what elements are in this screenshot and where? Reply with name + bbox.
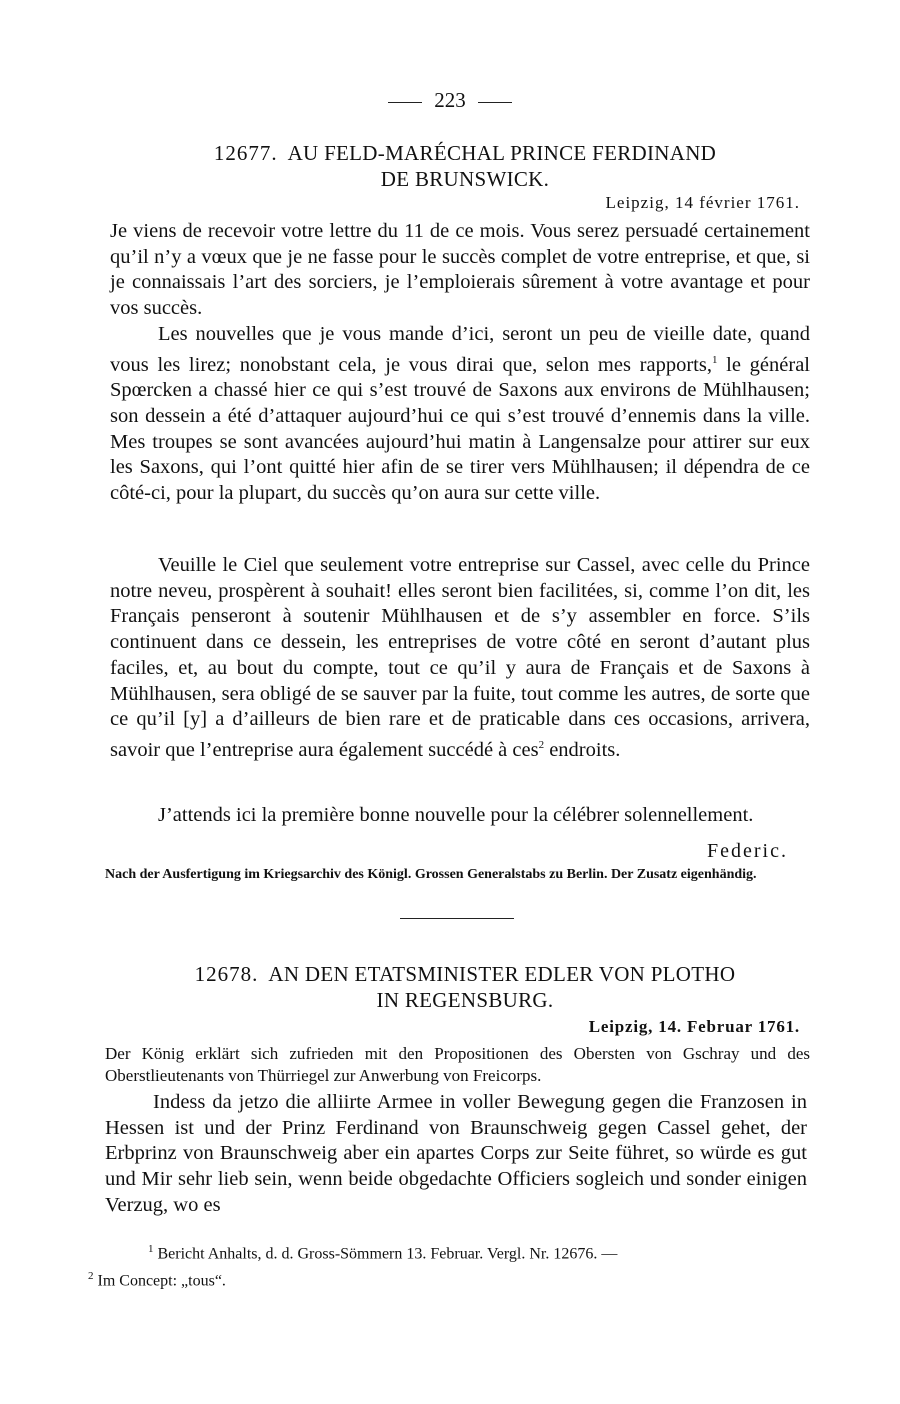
letter2-dateline: Leipzig, 14. Februar 1761.: [588, 1017, 800, 1036]
dash-right: [478, 102, 512, 103]
footnote-2-marker: 2: [88, 1270, 94, 1283]
footnotes: [88, 1238, 808, 1293]
letter1-paragraph-2: [110, 322, 810, 507]
letter1-signature: Federic.: [707, 840, 788, 862]
footnote-1-text: Bericht Anhalts, d. d. Gross-Sömmern 13. Februar. Vergl. Nr. 12676. —: [153, 1245, 618, 1263]
dash-left: [388, 102, 422, 103]
section-divider: [400, 918, 514, 919]
letter1-paragraph-4: J’attends ici la première bonne nouvelle pour la célébrer solennellement.: [158, 804, 754, 826]
letter1-number: 12677.: [213, 141, 278, 165]
letter2-title-line2: IN REGENSBURG.: [376, 988, 554, 1012]
letter1-para3-text-b: endroits.: [544, 738, 621, 761]
letter2-title-text: AN DEN ETATSMINISTER EDLER VON PLOTHO: [268, 962, 736, 986]
letter1-title-line2: DE BRUNSWICK.: [380, 167, 550, 191]
footnote-2: [88, 1265, 808, 1292]
letter2-number: 12678.: [194, 962, 259, 986]
letter1-paragraph-3: [110, 553, 810, 763]
letter2-summary: Der König erklärt sich zufrieden mit den Propositionen des Obersten von Gschray und des Oberstlieutenants von Thürriegel zur Anwerbung von Freicorps.: [105, 1044, 810, 1085]
letter1-heading: [110, 140, 820, 192]
footnote-1: [148, 1238, 808, 1265]
footnote-1-marker: 1: [148, 1243, 154, 1255]
footnote-ref-1: 1: [711, 353, 718, 366]
letter1-para2-text-b: le général Spœrcken a chassé hier ce qui s’est trouvé de Saxons aux environs de Mühlhausen; son dessein a été d’attaquer aujourd’hui ce qui s’est trouvé d’ennemis dans la ville. Mes troupes se sont avancées aujourd’hui matin à Langensalze pour attirer sur eux les Saxons, qui l’ont quitté hier afin de se tirer vers Mühlhausen; il dépendra de ce côté-ci, pour la plupart, du succès qu’on aura sur cette ville.: [110, 353, 810, 505]
letter1-title-text: AU FELD-MARÉCHAL PRINCE FERDINAND: [287, 141, 717, 165]
letter1-para2-text-a: Les nouvelles que je vous mande d’ici, seront un peu de vieille date, quand vous les lirez; nonobstant cela, je vous dirai que, selon mes rapports,: [110, 323, 810, 376]
letter1-paragraph-1: Je viens de recevoir votre lettre du 11 de ce mois. Vous serez persuadé certainement qu’il n’y a vœux que je ne fasse pour le succès complet de votre entreprise, et que, si je connaissais l’art des sorciers, je l’emploierais sûrement à votre avantage et pour vos succès.: [110, 220, 810, 320]
letter2-title-line1: [110, 961, 820, 987]
letter1-dateline: Leipzig, 14 février 1761.: [605, 193, 800, 212]
letter2-heading: [110, 961, 820, 1013]
letter2-paragraph-1: Indess da jetzo die alliirte Armee in voller Bewegung gegen die Franzosen in Hessen ist und der Prinz Ferdinand von Braunschweig gegen Cassel gehet, der Erbprinz von Braunschweig aber ein apartes Corps zur Seite führet, so würde es gut und Mir sehr lieb sein, wenn beide obgedachte Officiers sogleich und sonder einigen Verzug, wo es: [105, 1091, 807, 1216]
footnote-2-text: Im Concept: „tous“.: [93, 1272, 226, 1290]
page-number-line: [0, 88, 900, 113]
letter1-source-note: Nach der Ausfertigung im Kriegsarchiv des Königl. Grossen Generalstabs zu Berlin. Der Zusatz eigenhändig.: [105, 867, 757, 882]
page-number: 223: [434, 88, 466, 112]
letter1-para3-text-a: Veuille le Ciel que seulement votre entreprise sur Cassel, avec celle du Prince notre neveu, prospèrent à souhait! elles seront bien facilitées, si, comme l’on dit, les Français penseront à soutenir Mühlhausen et de s’y assembler en force. S’ils continuent dans ce dessein, les entreprises de votre côté en seront d’autant plus faciles, et, au bout du compte, tout ce qu’il y aura de Français et de Saxons à Mühlhausen, sera obligé de se sauver par la fuite, tout comme les autres, de sorte que ce qu’il [y] a d’ailleurs de bien rare et de praticable dans ces occasions, arrivera, savoir que l’entreprise aura également succédé à ces: [110, 554, 810, 761]
footnote-ref-2: 2: [538, 738, 545, 751]
letter1-title-line1: [110, 140, 820, 166]
